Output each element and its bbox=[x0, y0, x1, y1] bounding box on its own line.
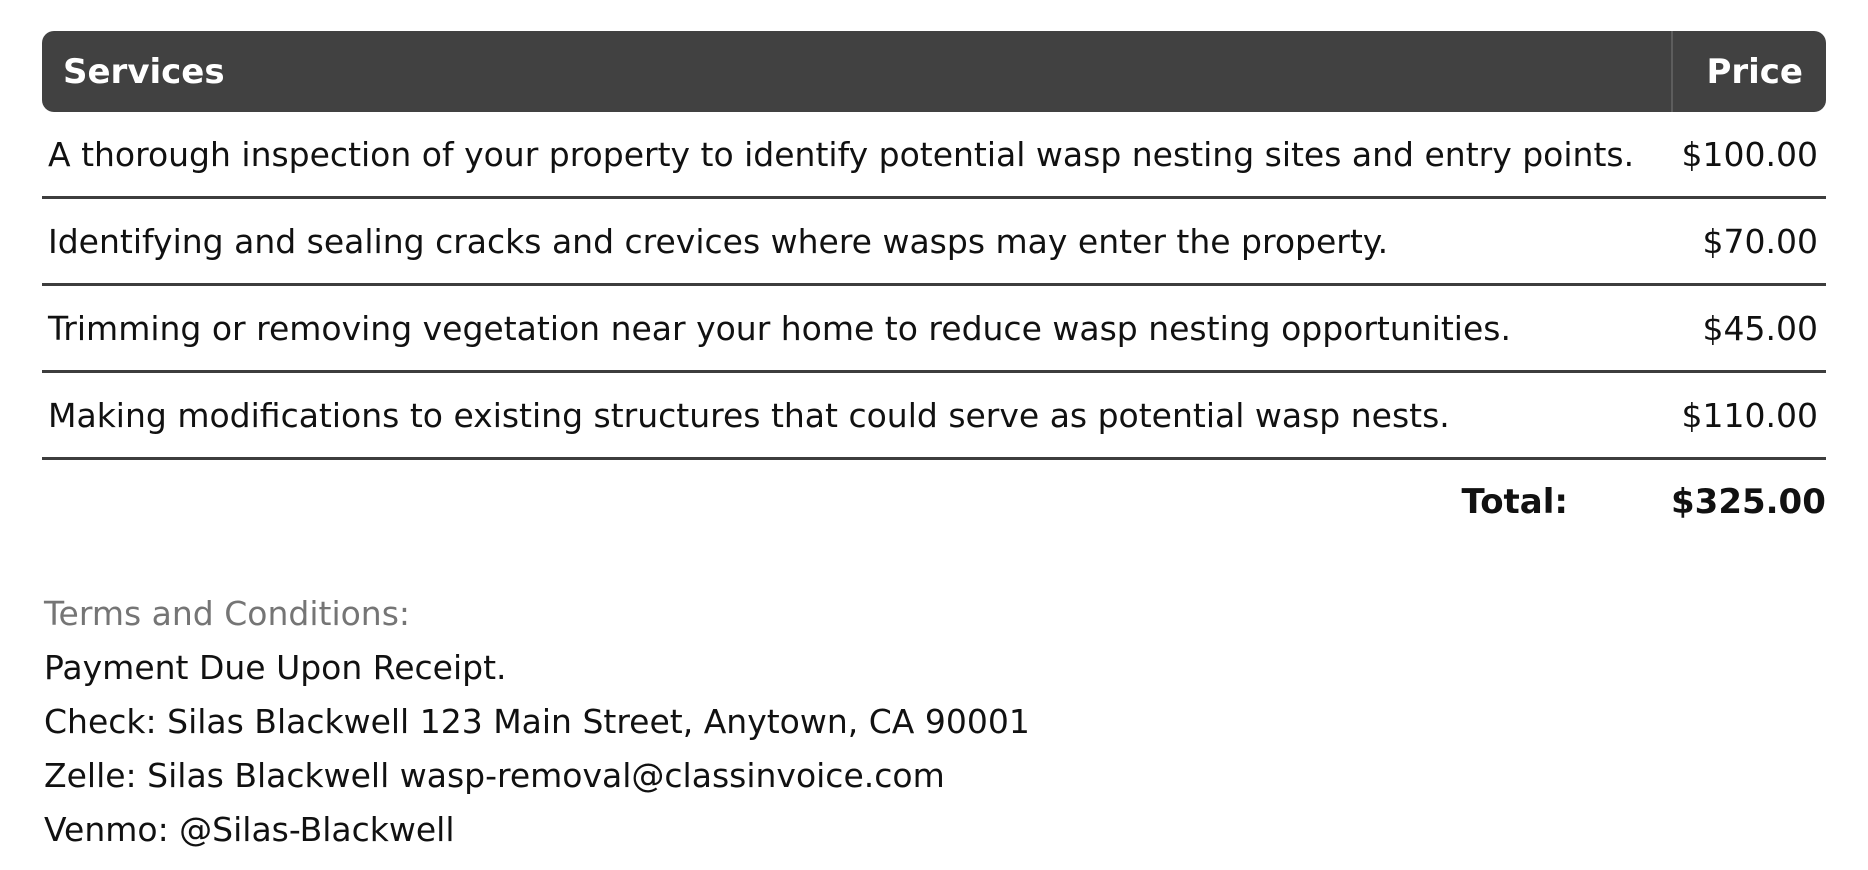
terms-line: Check: Silas Blackwell 123 Main Street, Anytown, CA 90001 bbox=[44, 702, 1030, 741]
service-description: Trimming or removing vegetation near your home to reduce wasp nesting opportunities. bbox=[48, 308, 1511, 348]
services-column-header: Services bbox=[63, 51, 225, 92]
services-table-header bbox=[42, 31, 1826, 112]
terms-line: Zelle: Silas Blackwell wasp-removal@classinvoice.com bbox=[44, 756, 945, 795]
service-description: Making modifications to existing structures that could serve as potential wasp nests. bbox=[48, 395, 1450, 435]
service-price: $45.00 bbox=[1702, 308, 1818, 348]
service-price: $70.00 bbox=[1702, 221, 1818, 261]
service-table-row bbox=[42, 112, 1826, 199]
terms-line: Payment Due Upon Receipt. bbox=[44, 648, 507, 687]
services-table-body bbox=[42, 112, 1826, 460]
terms-line: Venmo: @Silas-Blackwell bbox=[44, 810, 455, 849]
terms-heading: Terms and Conditions: bbox=[44, 594, 411, 633]
service-price: $110.00 bbox=[1681, 395, 1818, 435]
price-column-header: Price bbox=[1671, 31, 1826, 112]
service-table-row bbox=[42, 199, 1826, 286]
invoice-document bbox=[42, 31, 1826, 857]
service-price: $100.00 bbox=[1681, 134, 1818, 174]
service-description: Identifying and sealing cracks and crevices where wasps may enter the property. bbox=[48, 221, 1389, 261]
total-row bbox=[42, 460, 1826, 544]
service-table-row bbox=[42, 373, 1826, 460]
total-label: Total: bbox=[1461, 482, 1568, 522]
terms-lines bbox=[44, 641, 1826, 857]
total-value: $325.00 bbox=[1671, 482, 1826, 522]
service-description: A thorough inspection of your property to identify potential wasp nesting sites and entry points. bbox=[48, 134, 1635, 174]
service-table-row bbox=[42, 286, 1826, 373]
terms-section bbox=[42, 587, 1826, 857]
